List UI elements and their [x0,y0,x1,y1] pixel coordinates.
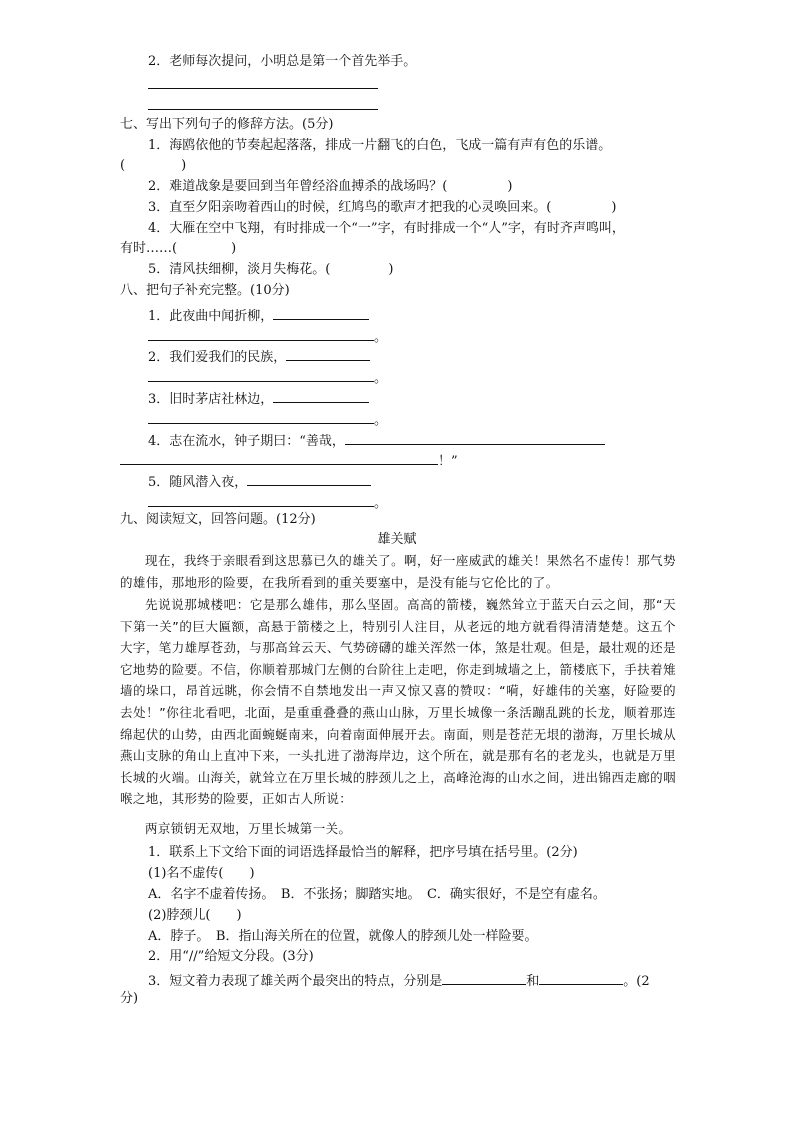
q7-item-5[interactable]: 5．清风扶细柳，淡月失梅花。( ) [148,262,394,277]
q7-item-1-bracket[interactable]: ( ) [120,158,187,173]
q8-item-5-cont[interactable]: 。 [148,492,387,512]
q9-question-1b-options: A．脖子。 B．指山海关所在的位置，就像人的脖颈儿处一样险要。 [148,929,538,944]
essay-paragraph-3: 两京锁钥无双地，万里长城第一关。 [145,821,352,836]
q8-item-3[interactable]: 3．旧时茅店社林边， [148,388,369,408]
q7-item-3[interactable]: 3．直至夕阳亲吻着西山的时候，红鸠鸟的歌声才把我的心灵唤回来。( ) [148,200,617,215]
answer-line[interactable] [148,109,378,110]
q9-question-1b[interactable]: (2)脖颈儿( ) [148,908,242,923]
answer-line[interactable] [148,88,378,89]
q8-item-4-cont[interactable]: ！” [120,450,458,470]
q7-item-4-cont[interactable]: 有时……( ) [120,241,237,256]
section-8-title: 八、把句子补充完整。(10分) [120,283,290,298]
q8-item-2[interactable]: 2．我们爱我们的民族， [148,346,370,366]
q6-item-2: 2．老师每次提问，小明总是第一个首先举手。 [148,54,417,69]
essay-paragraph-2: 先说说那城楼吧：它是那么雄伟，那么坚固。高高的箭楼，巍然耸立于蓝天白云之间，那“天下第一关”的巨大匾额，高悬于箭楼之上，特别引人注目，从老远的地方就看得清清楚楚。这五个大字，笔力雄厚苍劲，与那高耸云天、气势磅礴的雄关浑然一体，煞是壮观。但是，最壮观的还是它地势的险要。不信，你顺着那城门左侧的台阶往上走吧，你走到城墙之上，箭楼底下，手扶着雉墙的垛口，昂首远眺，你会情不自禁地发出一声又惊又喜的赞叹：“嗬，好雄伟的关塞，好险要的去处！”你往北看吧，北面，是重重叠叠的燕山山脉，万里长城像一条活蹦乱跳的长龙，顺着那连绵起伏的山势，由西北面蜿蜒南来，向着南面伸展开去。南面，则是苍茫无垠的渤海，万里长城从燕山支脉的角山上直冲下来，一头扎进了渤海岸边，这个所在，就是那有名的老龙头，也就是万里长城的火端。山海关，就耸立在万里长城的脖颈儿之上，高峰沧海的山水之间，进出锦西走廊的咽喉之地，其形势的险要，正如古人所说： [120,597,676,807]
q9-question-3[interactable]: 3．短文着力表现了雄关两个最突出的特点，分别是 和 。(2 [148,970,650,990]
section-9-title: 九、阅读短文，回答问题。(12分) [120,512,316,527]
q9-question-3-cont: 分) [120,991,139,1006]
section-7-title: 七、写出下列句子的修辞方法。(5分) [120,117,334,132]
q7-item-4: 4．大雁在空中飞翔，有时排成一个“一”字，有时排成一个“人”字，有时齐声鸣叫， [148,221,625,236]
q8-item-5[interactable]: 5．随风潜入夜， [148,471,371,491]
q9-question-2: 2．用“//”给短文分段。(3分) [148,949,314,964]
essay-paragraph-1: 现在，我终于亲眼看到这思慕已久的雄关了。啊，好一座威武的雄关！果然名不虚传！那气势的雄伟，那地形的险要，在我所看到的重关要塞中，是没有能与它伦比的了。 [120,553,676,590]
q7-item-1: 1．海鸥依他的节奏起起落落，排成一片翻飞的白色，飞成一篇有声有色的乐谱。 [148,138,612,153]
essay-title: 雄关赋 [377,532,417,547]
q8-item-1[interactable]: 1．此夜曲中闻折柳， [148,305,369,325]
q9-question-1a[interactable]: (1)名不虚传( ) [148,866,255,881]
q8-item-1-cont[interactable]: 。 [148,326,387,346]
q8-item-3-cont[interactable]: 。 [148,409,387,429]
q8-item-4[interactable]: 4．志在流水，钟子期曰：“善哉， [148,430,605,450]
q9-question-1: 1．联系上下文给下面的词语选择最恰当的解释，把序号填在括号里。(2分) [148,845,578,860]
q9-question-1a-options: A．名字不虚着传扬。 B．不张扬；脚踏实地。 C．确实很好，不是空有虚名。 [148,887,606,902]
q8-item-2-cont[interactable]: 。 [148,367,387,387]
q7-item-2[interactable]: 2．难道战象是要回到当年曾经浴血搏杀的战场吗？( ) [148,179,513,194]
